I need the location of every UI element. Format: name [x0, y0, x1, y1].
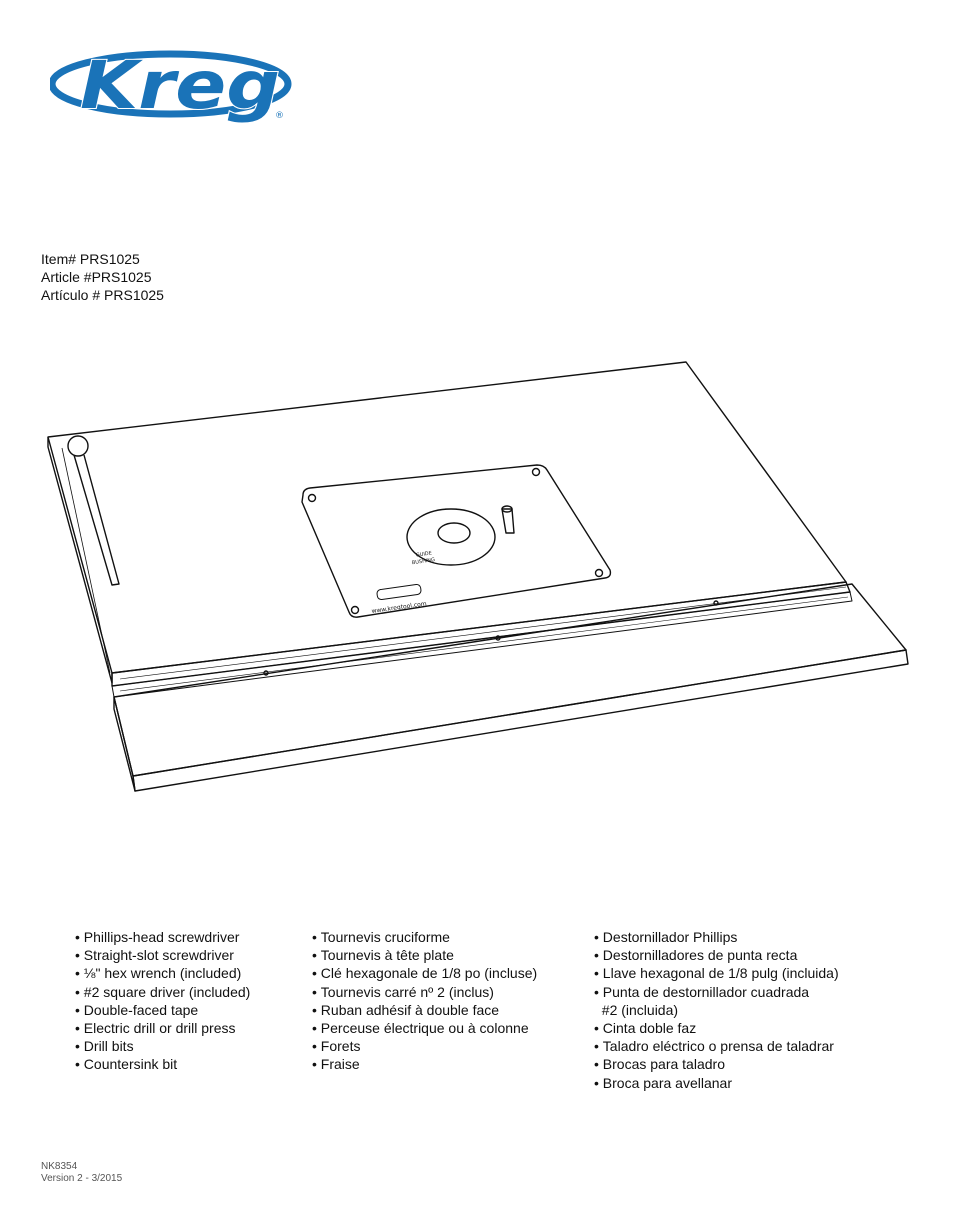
tool-item: • Punta de destornillador cuadrada	[594, 983, 839, 1001]
tool-item: • Phillips-head screwdriver	[75, 928, 250, 946]
router-plate	[302, 465, 610, 617]
plate-screw-2	[533, 469, 540, 476]
front-board-top	[114, 584, 906, 776]
tool-item: • Brocas para taladro	[594, 1055, 839, 1073]
tool-item: • ⅛" hex wrench (included)	[75, 964, 250, 982]
plate-label-bushing: BUSHING	[411, 557, 436, 567]
registered-mark: ®	[275, 111, 284, 121]
plate-insert-hole	[438, 523, 470, 543]
plate-label-guide: GUIDE	[415, 550, 433, 559]
tool-item: • Broca para avellanar	[594, 1074, 839, 1092]
router-table-drawing	[40, 355, 920, 835]
tool-item: • Destornilladores de punta recta	[594, 946, 839, 964]
kreg-logo	[50, 42, 300, 126]
table-top	[48, 362, 846, 673]
tool-item: • Tournevis à tête plate	[312, 946, 537, 964]
tools-list-es	[594, 928, 839, 1092]
front-board-face	[133, 650, 908, 791]
slot-hole	[68, 436, 88, 456]
document-code: NK8354	[41, 1161, 78, 1172]
plate-logo-box	[377, 584, 422, 600]
tool-item: • Ruban adhésif à double face	[312, 1001, 537, 1019]
tools-list-en	[75, 928, 250, 1074]
tool-item: • Llave hexagonal de 1/8 pulg (incluida)	[594, 964, 839, 982]
plate-url: www.kregtool.com	[371, 600, 428, 615]
tool-item: • #2 square driver (included)	[75, 983, 250, 1001]
plate-screw-1	[309, 495, 316, 502]
tool-item: • Countersink bit	[75, 1055, 250, 1073]
front-board-end	[114, 697, 135, 791]
item-number-en: Item# PRS1025	[41, 251, 140, 267]
item-number-block	[41, 250, 164, 304]
tool-item-continuation: #2 (incluida)	[601, 1001, 679, 1018]
tool-item: • Double-faced tape	[75, 1001, 250, 1019]
plate-screw-3	[596, 570, 603, 577]
tool-item: • Destornillador Phillips	[594, 928, 839, 946]
plate-screw-4	[352, 607, 359, 614]
logo-wordmark: Kreg	[80, 47, 280, 124]
tool-item: • Forets	[312, 1037, 537, 1055]
document-footer	[41, 1161, 122, 1185]
t-track-line-1	[120, 587, 846, 679]
tool-item: • Cinta doble faz	[594, 1019, 839, 1037]
document-version: Version 2 - 3/2015	[41, 1173, 123, 1184]
tool-item: • Taladro eléctrico o prensa de taladrar	[594, 1037, 839, 1055]
item-number-fr: Article #PRS1025	[41, 269, 152, 285]
tool-item: • Clé hexagonale de 1/8 po (incluse)	[312, 964, 537, 982]
tool-item: • Straight-slot screwdriver	[75, 946, 250, 964]
tool-item: • Tournevis carré nº 2 (inclus)	[312, 983, 537, 1001]
tool-item: • Tournevis cruciforme	[312, 928, 537, 946]
tool-item: • Drill bits	[75, 1037, 250, 1055]
tool-item: • Electric drill or drill press	[75, 1019, 250, 1037]
tool-item: • Fraise	[312, 1055, 537, 1073]
item-number-es: Artículo # PRS1025	[41, 287, 164, 303]
tools-list-fr	[312, 928, 537, 1074]
table-edge-groove	[62, 448, 110, 673]
tool-item: • Perceuse électrique ou à colonne	[312, 1019, 537, 1037]
